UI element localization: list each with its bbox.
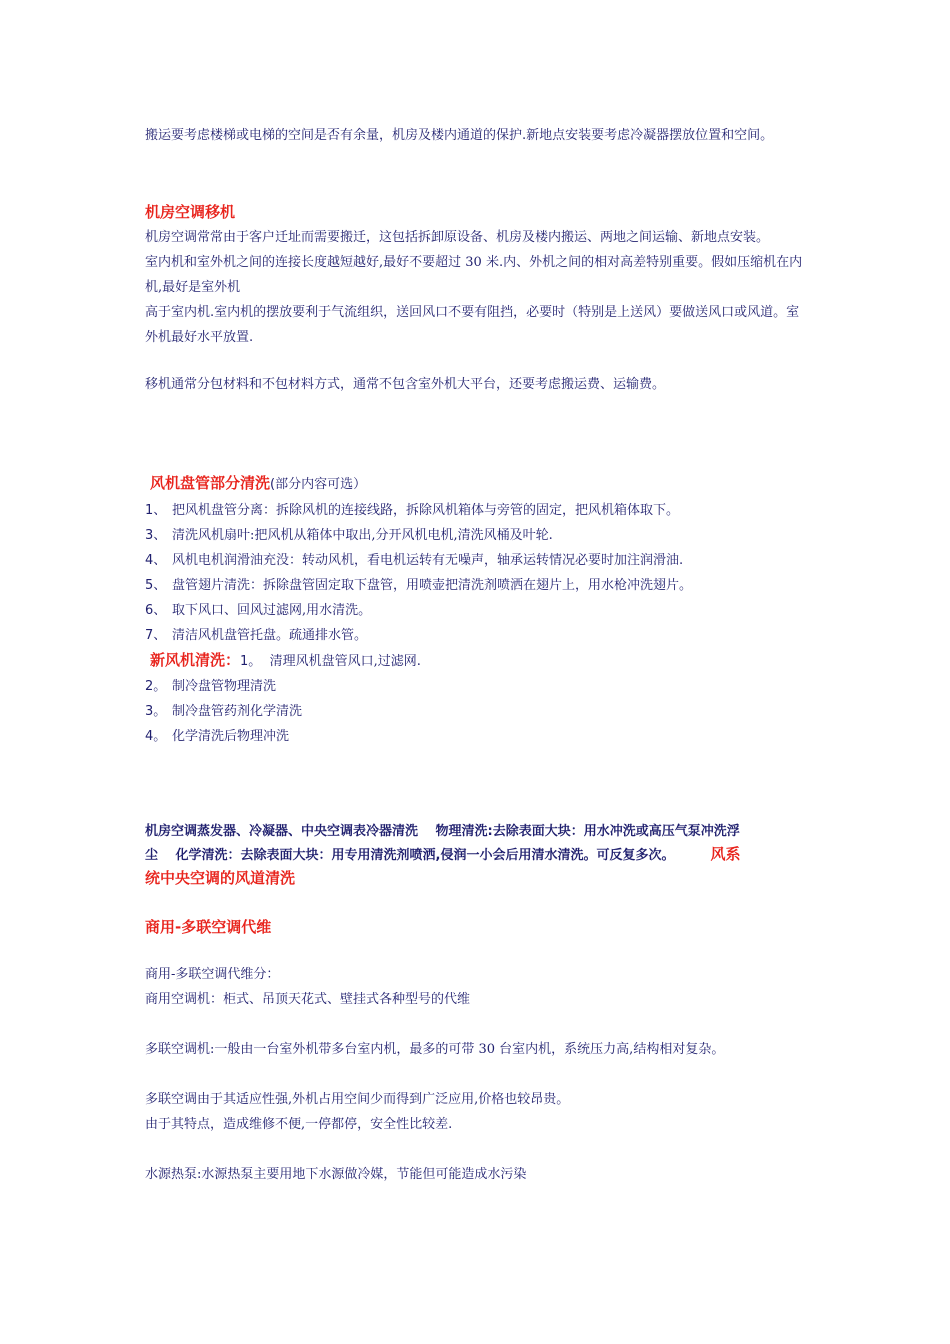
list-item xyxy=(145,498,825,523)
fancoil-section xyxy=(145,470,825,749)
list-item-number: 2。 xyxy=(145,679,167,694)
commercial-heading: 商用-多联空调代维 xyxy=(145,918,272,936)
relocation-paragraph-2: 室内机和室外机之间的连接长度越短越好,最好不要超过 30 米.内、外机之间的相对高差特别重要。假如压缩机在内机,最好是室外机 xyxy=(145,255,803,295)
fancoil-heading-text: 风机盘管部分清洗 xyxy=(150,474,271,492)
fancoil-heading xyxy=(145,470,825,498)
list-item-text: 盘管翅片清洗：拆除盘管固定取下盘管，用喷壶把清洗剂喷洒在翅片上，用水枪冲洗翅片。 xyxy=(172,578,693,593)
commercial-paragraph-4: 多联空调由于其适应性强,外机占用空间少而得到广泛应用,价格也较昂贵。 xyxy=(145,1092,570,1107)
commercial-paragraph-6: 水源热泵:水源热泵主要用地下水源做冷媒，节能但可能造成水污染 xyxy=(145,1167,527,1182)
list-item xyxy=(145,573,825,598)
commercial-paragraph-3: 多联空调机:一般由一台室外机带多台室内机，最多的可带 30 台室内机，系统压力高,结构相对复杂。 xyxy=(145,1042,725,1057)
list-item-text: 制冷盘管药剂化学清洗 xyxy=(172,704,303,719)
list-item-text: 把风机盘管分离：拆除风机的连接线路，拆除风机箱体与旁管的固定，把风机箱体取下。 xyxy=(172,503,680,518)
relocation-paragraph-1: 机房空调常常由于客户迁址而需要搬迁，这包括拆卸原设备、机房及楼内搬运、两地之间运输、新地点安装。 xyxy=(145,230,770,245)
air-duct-heading-part-1: 风系 xyxy=(710,845,741,863)
relocation-section xyxy=(145,199,810,397)
new-fan-first-number: 1。 xyxy=(240,654,262,669)
list-item-text: 化学清洗后物理冲洗 xyxy=(172,729,290,744)
list-item xyxy=(145,623,825,648)
list-item-number: 7、 xyxy=(145,628,167,643)
fancoil-list xyxy=(145,498,825,648)
list-item xyxy=(145,523,825,548)
commercial-paragraph-1: 商用-多联空调代维分： xyxy=(145,967,280,982)
list-item-text: 风机电机润滑油充没：转动风机，看电机运转有无噪声，轴承运转情况必要时加注润滑油. xyxy=(172,553,684,568)
list-item xyxy=(145,699,825,724)
evaporator-line-2-text: 尘 化学清洗：去除表面大块：用专用清洗剂喷洒,侵润一小会后用清水清洗。可反复多次。 xyxy=(145,848,675,863)
moving-notes-paragraph: 搬运要考虑楼梯或电梯的空间是否有余量，机房及楼内通道的保护.新地点安装要考虑冷凝器摆放位置和空间。 xyxy=(145,128,774,143)
list-item-number: 4。 xyxy=(145,729,167,744)
air-duct-heading-part-2: 统中央空调的风道清洗 xyxy=(145,869,296,887)
list-item-number: 3、 xyxy=(145,528,167,543)
new-fan-first-text: 清理风机盘管风口,过滤网. xyxy=(269,654,421,669)
evaporator-line-2 xyxy=(145,843,810,867)
list-item-text: 取下风口、回风过滤网,用水清洗。 xyxy=(172,603,372,618)
list-item xyxy=(145,674,825,699)
list-item-number: 5、 xyxy=(145,578,167,593)
list-item-text: 制冷盘管物理清洗 xyxy=(172,679,277,694)
list-item-number: 3。 xyxy=(145,704,167,719)
relocation-heading: 机房空调移机 xyxy=(145,203,236,221)
commercial-paragraph-2: 商用空调机：柜式、吊顶天花式、壁挂式各种型号的代维 xyxy=(145,992,471,1007)
commercial-section xyxy=(145,914,810,1187)
list-item xyxy=(145,598,825,623)
list-item xyxy=(145,724,825,749)
relocation-paragraph-3: 高于室内机.室内机的摆放要利于气流组织，送回风口不要有阻挡，必要时（特别是上送风）要做送风口或风道。室外机最好水平放置. xyxy=(145,305,800,345)
evaporator-line-1: 机房空调蒸发器、冷凝器、中央空调表冷器清洗 物理清洗:去除表面大块：用水冲洗或高压气泵冲洗浮 xyxy=(145,824,740,839)
moving-notes-block xyxy=(145,123,810,148)
commercial-paragraph-5: 由于其特点，造成维修不便,一停都停，安全性比较差. xyxy=(145,1117,453,1132)
evaporator-section xyxy=(145,820,810,890)
new-fan-first-line xyxy=(145,648,825,674)
list-item-number: 6、 xyxy=(145,603,167,618)
list-item xyxy=(145,548,825,573)
list-item-number: 4、 xyxy=(145,553,167,568)
fancoil-heading-note: (部分内容可选） xyxy=(270,477,367,492)
new-fan-label: 新风机清洗： xyxy=(150,651,241,669)
relocation-paragraph-4: 移机通常分包材料和不包材料方式，通常不包含室外机大平台，还要考虑搬运费、运输费。 xyxy=(145,377,666,392)
list-item-number: 1、 xyxy=(145,503,167,518)
list-item-text: 清洁风机盘管托盘。疏通排水管。 xyxy=(172,628,368,643)
list-item-text: 清洗风机扇叶:把风机从箱体中取出,分开风机电机,清洗风桶及叶轮. xyxy=(172,528,553,543)
